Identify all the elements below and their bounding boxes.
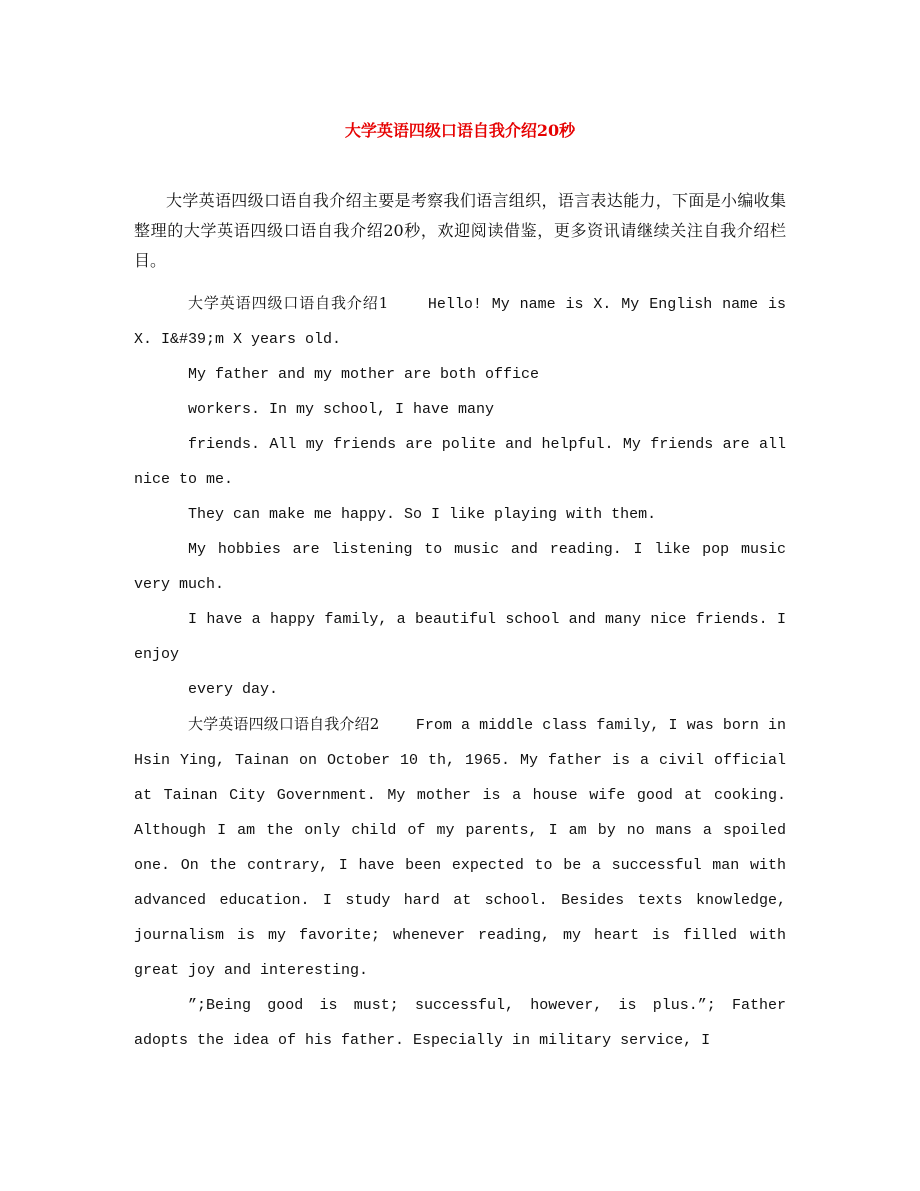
section2-lead-text: From a middle class family, I was born in Hsin Ying, Tainan on October 10 th, 1965. My father is a civil official at Tainan City Government. My mother is a house wife good at cooking. Although I am the only child of my parents, I am by no mans a spoiled one. On the contrary, I have been expected to be a successful man with advanced education. I study hard at school. Besides texts knowledge, journalism is my favorite; whenever reading, my heart is filled with great joy and interesting. <box>134 717 786 979</box>
section2-paragraph-2: ”;Being good is must; successful, however, is plus.”; Father adopts the idea of his father. Especially in military service, I <box>134 997 786 1049</box>
section1-paragraph-7: every day. <box>188 681 279 698</box>
section1-paragraph-4: They can make me happy. So I like playing with them. <box>188 506 657 523</box>
section1-paragraph-3: friends. All my friends are polite and helpful. My friends are all nice to me. <box>134 436 786 488</box>
section1-paragraph-1: My father and my mother are both office <box>188 366 540 383</box>
section2-lead-paragraph <box>134 707 786 988</box>
document-title: 大学英语四级口语自我介绍20秒 <box>344 121 576 140</box>
section1-paragraph-6: I have a happy family, a beautiful school and many nice friends. I enjoy <box>134 611 786 663</box>
document-body <box>134 186 786 1058</box>
intro-paragraph: 大学英语四级口语自我介绍主要是考察我们语言组织，语言表达能力，下面是小编收集整理的大学英语四级口语自我介绍20秒，欢迎阅读借鉴，更多资讯请继续关注自我介绍栏目。 <box>134 191 786 270</box>
section1-paragraph-5: My hobbies are listening to music and reading. I like pop music very much. <box>134 541 786 593</box>
section1-paragraph-2: workers. In my school, I have many <box>188 401 495 418</box>
section1-lead-text: Hello! My name is X. My English name is X. I&#39;m X years old. <box>134 296 786 348</box>
section1-lead-paragraph <box>134 286 786 357</box>
section2-heading: 大学英语四级口语自我介绍2 <box>188 715 380 733</box>
section1-heading: 大学英语四级口语自我介绍1 <box>188 294 389 312</box>
